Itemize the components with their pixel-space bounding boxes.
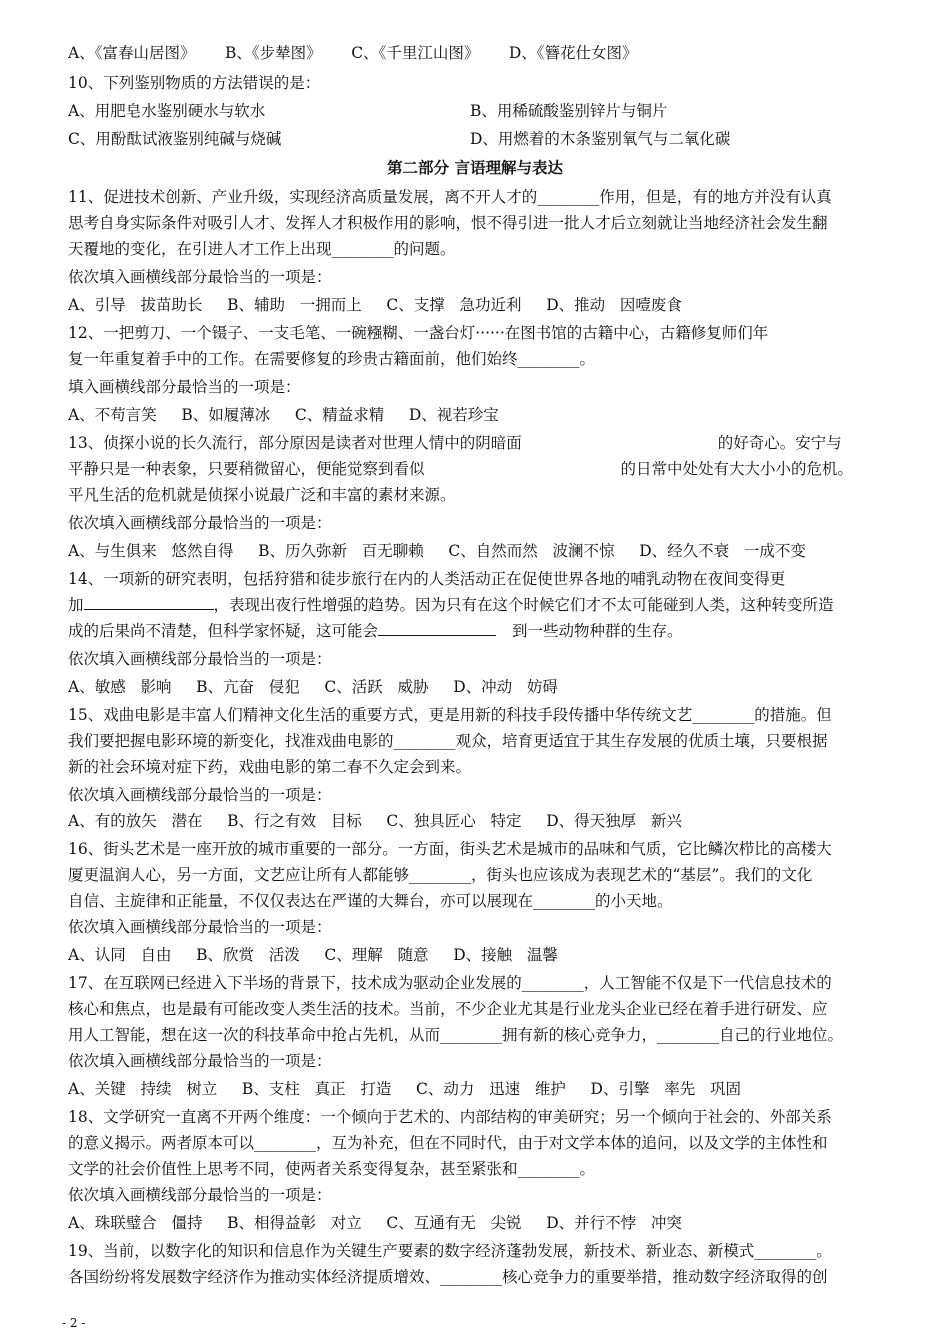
q16-prompt: 依次填入画横线部分最恰当的一项是： (68, 918, 332, 936)
page-number: - 2 - (62, 1316, 86, 1330)
q13-line-2-b: 的日常中处处有大大小小的危机。 (620, 460, 854, 478)
q13-line-2-a: 平静只是一种表象，只要稍微留心，便能觉察到看似 (68, 460, 425, 478)
q16-line-2: 厦更温润人心，另一方面，文艺应让所有人都能够________，街头也应该成为表现艺术的“基层”。我们的文化 (68, 866, 813, 884)
q11-line-2: 思考自身实际条件对吸引人才、发挥人才积极作用的影响，恨不得引进一批人才后立刻就让当地经济社会发生翻 (68, 214, 828, 232)
q15-line-3: 新的社会环境对症下药，戏曲电影的第二春不久定会到来。 (68, 758, 472, 776)
q17-prompt: 依次填入画横线部分最恰当的一项是： (68, 1052, 332, 1070)
q9-options: A、《富春山居图》 B、《步辇图》 C、《千里江山图》 D、《簪花仕女图》 (68, 44, 638, 62)
q13-line-1-a: 13、侦探小说的长久流行，部分原因是读者对世理人情中的阴暗面 (68, 434, 522, 452)
q14-blank-2 (378, 619, 496, 636)
q18-line-1: 18、文学研究一直离不开两个维度：一个倾向于艺术的、内部结构的审美研究；另一个倾向于社会的、外部关系 (68, 1108, 832, 1126)
q15-line-1: 15、戏曲电影是丰富人们精神文化生活的重要方式，更是用新的科技手段传播中华传统文艺________的措施。但 (68, 706, 832, 724)
q14-line-2-b: ，表现出夜行性增强的趋势。因为只有在这个时候它们才不太可能碰到人类，这种转变所造 (213, 596, 834, 614)
q13-line-3: 平凡生活的危机就是侦探小说最广泛和丰富的素材来源。 (68, 486, 456, 504)
q17-options: A、关键 持续 树立 B、支柱 真正 打造 C、动力 迅速 维护 D、引擎 率先 巩固 (68, 1080, 742, 1098)
q14-prompt: 依次填入画横线部分最恰当的一项是： (68, 650, 332, 668)
q14-line-3-a: 成的后果尚不清楚，但科学家怀疑，这可能会 (68, 622, 379, 640)
q14-blank-1 (84, 593, 214, 610)
q14-line-2 (68, 592, 884, 618)
q18-options: A、珠联璧合 僵持 B、相得益彰 对立 C、互通有无 尖锐 D、并行不悖 冲突 (68, 1214, 682, 1232)
q10-stem: 10、下列鉴别物质的方法错误的是： (68, 74, 321, 92)
q10-option-c: C、用酚酞试液鉴别纯碱与烧碱 (68, 130, 282, 148)
q15-line-2: 我们要把握电影环境的新变化，找准戏曲电影的________观众，培育更适宜于其生存发展的优质土壤，只要根据 (68, 732, 828, 750)
q13-line-1-b: 的好奇心。安宁与 (717, 434, 842, 452)
q14-options: A、敏感 影响 B、亢奋 侵犯 C、活跃 威胁 D、冲动 妨碍 (68, 678, 558, 696)
q19-line-2: 各国纷纷将发展数字经济作为推动实体经济提质增效、________核心竞争力的重要举措，推动数字经济取得的创 (68, 1268, 828, 1286)
q10-option-d: D、用燃着的木条鉴别氧气与二氧化碳 (470, 130, 731, 148)
q16-line-3: 自信、主旋律和正能量，不仅仅表达在严谨的大舞台，亦可以展现在________的小天地。 (68, 892, 673, 910)
q10-option-a: A、用肥皂水鉴别硬水与软水 (68, 102, 266, 120)
section-title: 第二部分 言语理解与表达 (387, 158, 563, 177)
q11-line-3: 天覆地的变化，在引进人才工作上出现________的问题。 (68, 240, 456, 258)
q12-line-2: 复一年重复着手中的工作。在需要修复的珍贵古籍面前，他们始终________。 (68, 350, 596, 368)
q12-options: A、不苟言笑 B、如履薄冰 C、精益求精 D、视若珍宝 (68, 406, 499, 424)
q12-line-1: 12、一把剪刀、一个镊子、一支毛笔、一碗糨糊、一盏台灯······在图书馆的古籍中心，古籍修复师们年 (68, 324, 769, 342)
q19-line-1: 19、当前，以数字化的知识和信息作为关键生产要素的数字经济蓬勃发展，新技术、新业态、新模式________。 (68, 1242, 832, 1260)
q13-line-2 (68, 456, 884, 482)
q17-line-2: 核心和焦点，也是最有可能改变人类生活的技术。当前，不少企业尤其是行业龙头企业已经在着手进行研发、应 (68, 1000, 828, 1018)
q16-options: A、认同 自由 B、欣赏 活泼 C、理解 随意 D、接触 温馨 (68, 946, 558, 964)
q14-line-1: 14、一项新的研究表明，包括狩猎和徒步旅行在内的人类活动正在促使世界各地的哺乳动物在夜间变得更 (68, 570, 786, 588)
q11-options: A、引导 拔苗助长 B、辅助 一拥而上 C、支撑 急功近利 D、推动 因噎废食 (68, 296, 682, 314)
q17-line-3: 用人工智能，想在这一次的科技革命中抢占先机，从而________拥有新的核心竞争力，________自己的行业地位。 (68, 1026, 844, 1044)
q14-line-2-a: 加 (68, 596, 84, 614)
q18-line-3: 文学的社会价值性上思考不同，使两者关系变得复杂，甚至紧张和________。 (68, 1160, 596, 1178)
q14-line-3 (68, 618, 884, 644)
q11-line-1: 11、促进技术创新、产业升级，实现经济高质量发展，离不开人才的________作用，但是，有的地方并没有认真 (68, 188, 832, 206)
q14-line-3-b: 到一些动物种群的生存。 (512, 622, 683, 640)
q12-prompt: 填入画横线部分最恰当的一项是： (68, 378, 301, 396)
q18-line-2: 的意义揭示。两者原本可以________，互为补充，但在不同时代，由于对文学本体的追问，以及文学的主体性和 (68, 1134, 828, 1152)
q18-prompt: 依次填入画横线部分最恰当的一项是： (68, 1186, 332, 1204)
q10-option-b: B、用稀硫酸鉴别锌片与铜片 (470, 102, 668, 120)
q17-line-1: 17、在互联网已经进入下半场的背景下，技术成为驱动企业发展的________，人工智能不仅是下一代信息技术的 (68, 974, 832, 992)
q16-line-1: 16、街头艺术是一座开放的城市重要的一部分。一方面，街头艺术是城市的品味和气质，它比鳞次栉比的高楼大 (68, 840, 832, 858)
q13-line-1 (68, 430, 884, 456)
q15-prompt: 依次填入画横线部分最恰当的一项是： (68, 786, 332, 804)
q13-prompt: 依次填入画横线部分最恰当的一项是： (68, 514, 332, 532)
q15-options: A、有的放矢 潜在 B、行之有效 目标 C、独具匠心 特定 D、得天独厚 新兴 (68, 812, 682, 830)
q13-options: A、与生俱来 悠然自得 B、历久弥新 百无聊赖 C、自然而然 波澜不惊 D、经久不衰 一成不变 (68, 542, 806, 560)
q11-prompt: 依次填入画横线部分最恰当的一项是： (68, 268, 332, 286)
